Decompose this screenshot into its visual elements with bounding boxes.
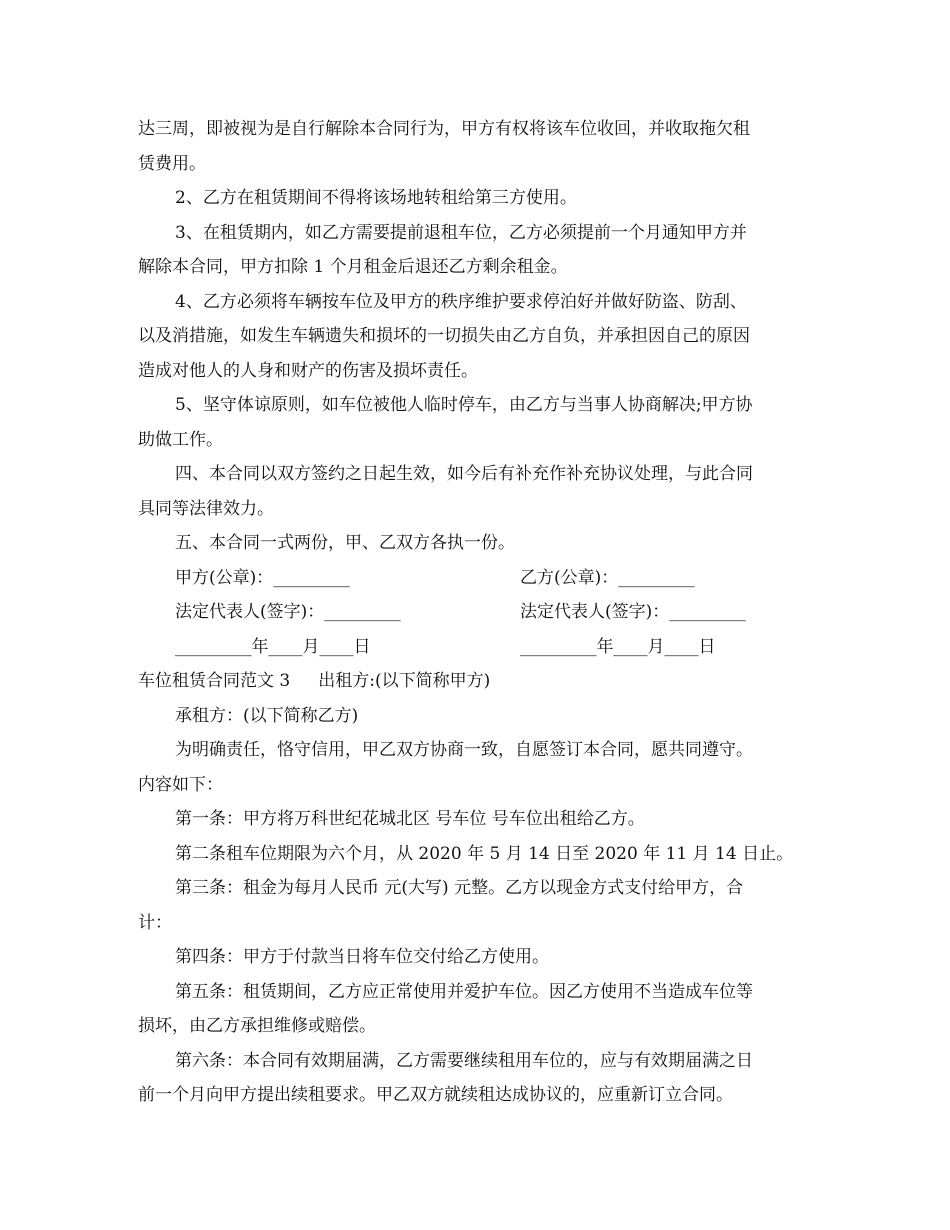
- paragraph-line: 赁费用。: [138, 153, 206, 174]
- paragraph-line: 助做工作。: [138, 429, 223, 450]
- paragraph-line: 解除本合同，甲方扣除 1 个月租金后退还乙方剩余租金。: [138, 257, 568, 277]
- section-3-header: [138, 664, 818, 699]
- signature-row-seal: [138, 561, 818, 596]
- paragraph-line: 前一个月向甲方提出续租要求。甲乙双方就续租达成协议的，应重新订立合同。: [138, 1085, 733, 1105]
- paragraph-line: 第三条：租金为每月人民币 元(大写) 元整。乙方以现金方式支付给甲方，合: [175, 878, 744, 898]
- paragraph-line: 为明确责任，恪守信用，甲乙双方协商一致，自愿签订本合同，愿共同遵守。: [175, 740, 753, 760]
- party-b-representative: 法定代表人(签字)：_________: [520, 602, 746, 622]
- party-a-seal: 甲方(公章)：_________: [175, 567, 350, 588]
- party-b-date: _________年____月____日: [520, 636, 716, 657]
- paragraph-line: 达三周，即被视为是自行解除本合同行为，甲方有权将该车位收回，并收取拖欠租: [138, 119, 750, 139]
- paragraph-line: 计：: [138, 912, 172, 933]
- paragraph-line: 3、在租赁期内，如乙方需要提前退租车位，乙方必须提前一个月通知甲方并: [175, 222, 747, 243]
- paragraph-line: 损坏，由乙方承担维修或赔偿。: [138, 1016, 376, 1036]
- contract-page: [138, 112, 818, 1113]
- paragraph-line: 5、坚守体谅原则，如车位被他人临时停车，由乙方与当事人协商解决;甲方协: [175, 395, 753, 415]
- paragraph-line: 第四条：甲方于付款当日将车位交付给乙方使用。: [175, 947, 549, 967]
- paragraph-line: 以及消措施，如发生车辆遗失和损坏的一切损失由乙方自负，并承担因自己的原因: [138, 326, 750, 346]
- paragraph-line: 第五条：租赁期间，乙方应正常使用并爱护车位。因乙方使用不当造成车位等: [175, 981, 753, 1002]
- contract-clauses-top: [138, 112, 818, 561]
- paragraph-line: 造成对他人的人身和财产的伤害及损坏责任。: [138, 360, 478, 381]
- party-b-seal: 乙方(公章)：_________: [520, 567, 695, 588]
- paragraph-line: 第六条：本合同有效期届满，乙方需要继续租用车位的，应与有效期届满之日: [175, 1050, 753, 1071]
- paragraph-line: 四、本合同以双方签约之日起生效，如今后有补充作补充协议处理，与此合同: [175, 464, 753, 484]
- paragraph-line: 第一条：甲方将万科世纪花城北区 号车位 号车位出租给乙方。: [175, 809, 645, 829]
- paragraph-line: 内容如下：: [138, 774, 223, 795]
- paragraph-line: 具同等法律效力。: [138, 498, 274, 519]
- section-3-title: 车位租赁合同范文 3: [138, 671, 291, 691]
- paragraph-line: 第二条租车位期限为六个月，从 2020 年 5 月 14 日至 2020 年 11 月 14 日止。: [175, 843, 794, 864]
- paragraph-line: 五、本合同一式两份，甲、乙双方各执一份。: [175, 533, 515, 553]
- contract-clauses-bottom: [138, 699, 818, 1113]
- signature-row-date: [138, 630, 818, 665]
- party-a-representative: 法定代表人(签字)：_________: [175, 602, 401, 622]
- lessor-line: 出租方:(以下简称甲方): [318, 671, 491, 691]
- signature-row-representative: [138, 595, 818, 630]
- paragraph-line: 2、乙方在租赁期间不得将该场地转租给第三方使用。: [175, 188, 577, 208]
- party-a-date: _________年____月____日: [175, 636, 371, 657]
- paragraph-line: 4、乙方必须将车辆按车位及甲方的秩序维护要求停泊好并做好防盗、防刮、: [175, 291, 747, 312]
- paragraph-line: 承租方：(以下简称乙方): [175, 705, 359, 726]
